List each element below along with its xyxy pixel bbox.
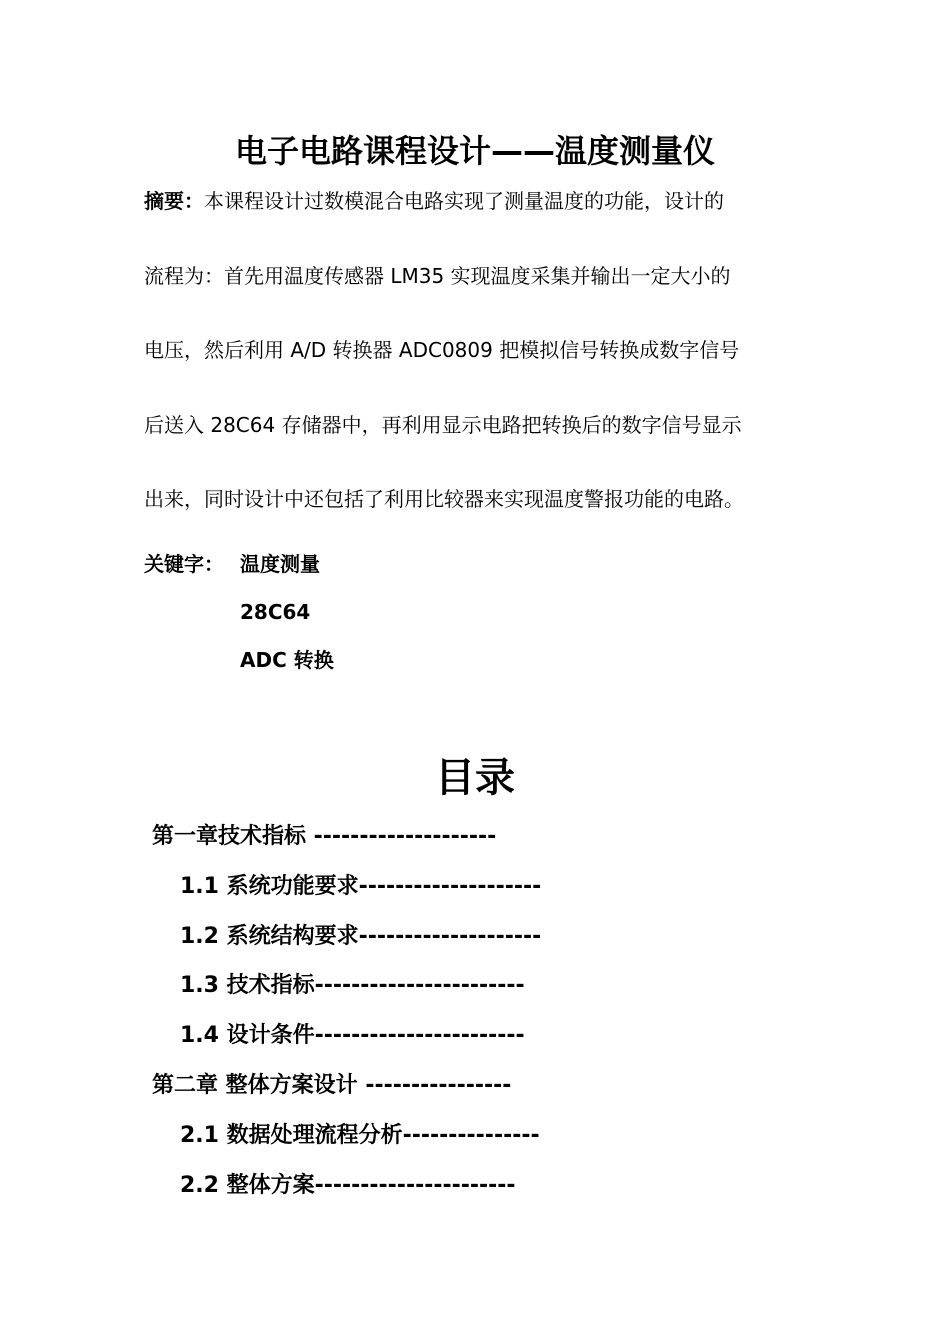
toc-section-2-2[interactable]: 2.2 整体方案---------------------- [180,1172,516,1198]
keyword-row [144,593,334,641]
abstract-line: 流程为：首先用温度传感器 LM35 实现温度采集并输出一定大小的 [144,263,731,288]
keywords-label: 关键字： [144,552,224,576]
abstract-label: 摘要： [144,189,204,213]
toc-section-1-3[interactable]: 1.3 技术指标----------------------- [180,973,525,999]
abstract-line [144,183,824,258]
abstract-line: 出来，同时设计中还包括了利用比较器来实现温度警报功能的电路。 [144,487,744,511]
abstract-line: 后送入 28C64 存储器中，再利用显示电路把转换后的数字信号显示 [144,412,742,437]
abstract-line: 电压，然后利用 A/D 转换器 ADC0809 把模拟信号转换成数字信号 [144,338,740,362]
keyword-item: 温度测量 [240,552,320,576]
document-title: 电子电路课程设计——温度测量仪 [234,132,715,170]
toc-chapter-2[interactable]: 第二章 整体方案设计 ---------------- [152,1072,512,1098]
toc-section-2-1[interactable]: 2.1 数据处理流程分析--------------- [180,1122,540,1148]
table-of-contents [152,814,541,1212]
keyword-item: ADC 转换 [240,648,334,672]
abstract-text: 本课程设计过数模混合电路实现了测量温度的功能，设计的 [204,189,724,213]
toc-title: 目录 [435,755,515,801]
abstract-section [144,183,824,556]
keyword-row [144,545,334,593]
keywords-section [144,545,334,689]
toc-section-1-4[interactable]: 1.4 设计条件----------------------- [180,1023,525,1049]
toc-section-1-1[interactable]: 1.1 系统功能要求-------------------- [180,873,542,899]
toc-section-1-2[interactable]: 1.2 系统结构要求-------------------- [180,923,542,949]
toc-chapter-1[interactable]: 第一章技术指标 -------------------- [152,824,497,849]
keyword-item: 28C64 [240,600,311,624]
keyword-row [144,641,334,689]
